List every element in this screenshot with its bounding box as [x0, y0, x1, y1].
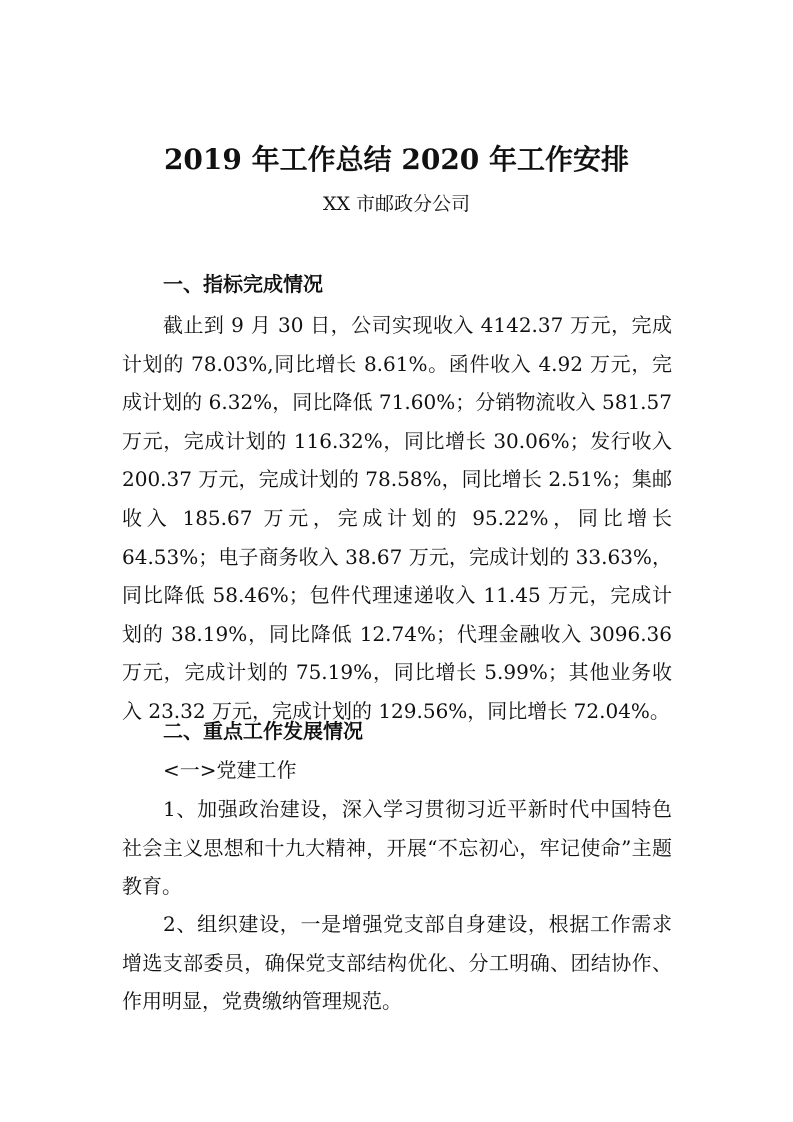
section-heading-indicators: 一、指标完成情况 — [163, 272, 323, 296]
paragraph-organization-building: 2、组织建设，一是增强党支部自身建设，根据工作需求增选支部委员，确保党支部结构优化、分工明确、团结协作、作用明显，党费缴纳管理规范。 — [122, 912, 672, 1014]
section-heading-key-work: 二、重点工作发展情况 — [163, 719, 363, 743]
paragraph-indicators: 截止到 9 月 30 日，公司实现收入 4142.37 万元，完成计划的 78.03%,同比增长 8.61%。函件收入 4.92 万元，完成计划的 6.32%，同比降低 71.60%；分销物流收入 581.57 万元，完成计划的 116.32%，同比增长 30.06%；发行收入 200.37 万元，完成计划的 78.58%，同比增长 2.51%；集邮收入 185.67 万元，完成计划的 95.22%，同比增长 64.53%；电子商务收入 38.67 万元，完成计划的 33.63%，同比降低 58.46%；包件代理速递收入 11.45 万元，完成计划的 38.19%，同比降低 12.74%；代理金融收入 3096.36 万元，完成计划的 75.19%，同比增长 5.99%；其他业务收入 23.32 万元，完成计划的 129.56%，同比增长 72.04%。 — [122, 313, 672, 723]
document-title: 2019 年工作总结 2020 年工作安排 — [163, 143, 630, 176]
document-subtitle: XX 市邮政分公司 — [322, 193, 471, 215]
subsection-heading-party-building: <一>党建工作 — [163, 758, 297, 782]
paragraph-political-building: 1、加强政治建设，深入学习贯彻习近平新时代中国特色社会主义思想和十九大精神，开展“不忘初心，牢记使命”主题教育。 — [122, 797, 672, 899]
